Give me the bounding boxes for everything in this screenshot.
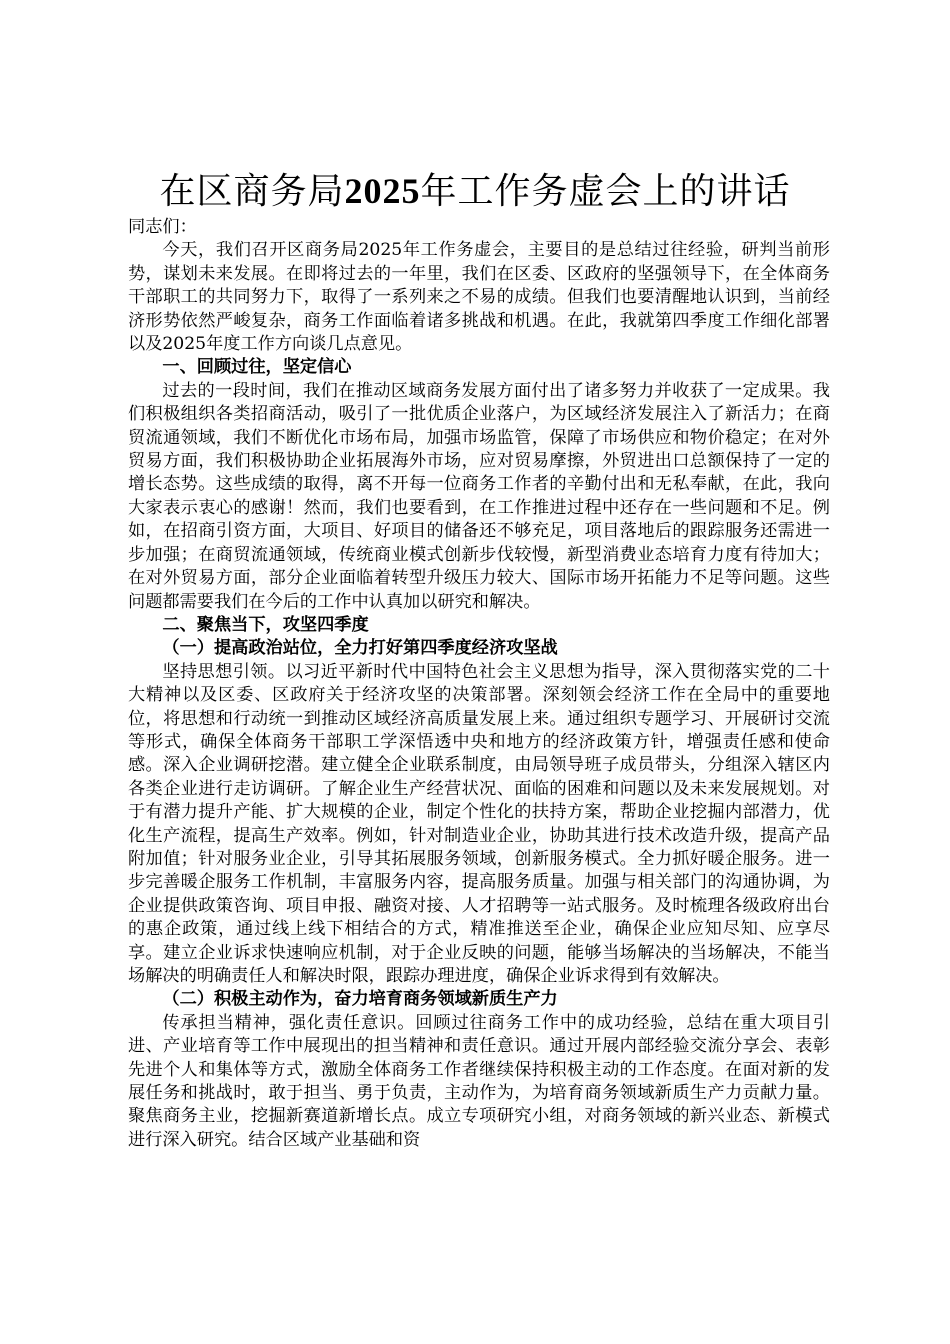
section-2-heading: 二、聚焦当下，攻坚四季度	[162, 614, 369, 635]
subsection-1-heading: （一）提高政治站位，全力打好第四季度经济攻坚战	[162, 638, 558, 659]
greeting: 同志们：	[128, 217, 197, 237]
document-body	[128, 216, 830, 1152]
page-title	[0, 168, 950, 215]
section-1-paragraph: 过去的一段时间，我们在推动区域商务发展方面付出了诸多努力并收获了一定成果。我们积极组织各类招商活动，吸引了一批优质企业落户，为区域经济发展注入了新活力；在商贸流通领域，我们不断优化市场布局，加强市场监管，保障了市场供应和物价稳定；在对外贸易方面，我们积极协助企业拓展海外市场，应对贸易摩擦，外贸进出口总额保持了一定的增长态势。这些成绩的取得，离不开每一位商务工作者的辛勤付出和无私奉献，在此，我向大家表示衷心的感谢！然而，我们也要看到，在工作推进过程中还存在一些问题和不足。例如，在招商引资方面，大项目、好项目的储备还不够充足，项目落地后的跟踪服务还需进一步加强；在商贸流通领域，传统商业模式创新步伐较慢，新型消费业态培育力度有待加大；在对外贸易方面，部分企业面临着转型升级压力较大、国际市场开拓能力不足等问题。这些问题都需要我们在今后的工作中认真加以研究和解决。	[128, 380, 830, 612]
title-year: 2025	[344, 171, 421, 211]
intro-paragraph: 今天，我们召开区商务局2025年工作务虚会，主要目的是总结过往经验，研判当前形势，谋划未来发展。在即将过去的一年里，我们在区委、区政府的坚强领导下，在全体商务干部职工的共同努力下，取得了一系列来之不易的成绩。但我们也要清醒地认识到，当前经济形势依然严峻复杂，商务工作面临着诸多挑战和机遇。在此，我就第四季度工作细化部署以及2025年度工作方向谈几点意见。	[128, 240, 830, 355]
subsection-2-paragraph: 传承担当精神，强化责任意识。回顾过往商务工作中的成功经验，总结在重大项目引进、产业培育等工作中展现出的担当精神和责任意识。通过开展内部经验交流分享会、表彰先进个人和集体等方式，激励全体商务工作者继续保持积极主动的工作态度。在面对新的发展任务和挑战时，敢于担当、勇于负责，主动作为，为培育商务领域新质生产力贡献力量。聚焦商务主业，挖掘新赛道新增长点。成立专项研究小组，对商务领域的新兴业态、新模式进行深入研究。结合区域产业基础和资	[128, 1012, 830, 1150]
subsection-1-paragraph: 坚持思想引领。以习近平新时代中国特色社会主义思想为指导，深入贯彻落实党的二十大精神以及区委、区政府关于经济攻坚的决策部署。深刻领会经济工作在全局中的重要地位，将思想和行动统一到推动区域经济高质量发展上来。通过组织专题学习、开展研讨交流等形式，确保全体商务干部职工学深悟透中央和地方的经济政策方针，增强责任感和使命感。深入企业调研挖潜。建立健全企业联系制度，由局领导班子成员带头，分组深入辖区内各类企业进行走访调研。了解企业生产经营状况、面临的困难和问题以及未来发展规划。对于有潜力提升产能、扩大规模的企业，制定个性化的扶持方案，帮助企业挖掘内部潜力，优化生产流程，提高生产效率。例如，针对制造业企业，协助其进行技术改造升级，提高产品附加值；针对服务业企业，引导其拓展服务领域，创新服务模式。全力抓好暖企服务。进一步完善暖企服务工作机制，丰富服务内容，提高服务质量。加强与相关部门的沟通协调，为企业提供政策咨询、项目申报、融资对接、人才招聘等一站式服务。及时梳理各级政府出台的惠企政策，通过线上线下相结合的方式，精准推送至企业，确保企业应知尽知、应享尽享。建立企业诉求快速响应机制，对于企业反映的问题，能够当场解决的当场解决，不能当场解决的明确责任人和解决时限，跟踪办理进度，确保企业诉求得到有效解决。	[128, 661, 830, 986]
section-1-heading: 一、回顾过往，坚定信心	[162, 357, 352, 378]
title-suffix: 年工作务虚会上的讲话	[420, 171, 791, 212]
title-prefix: 在区商务局	[159, 171, 345, 212]
subsection-2-heading: （二）积极主动作为，奋力培育商务领域新质生产力	[162, 989, 558, 1010]
